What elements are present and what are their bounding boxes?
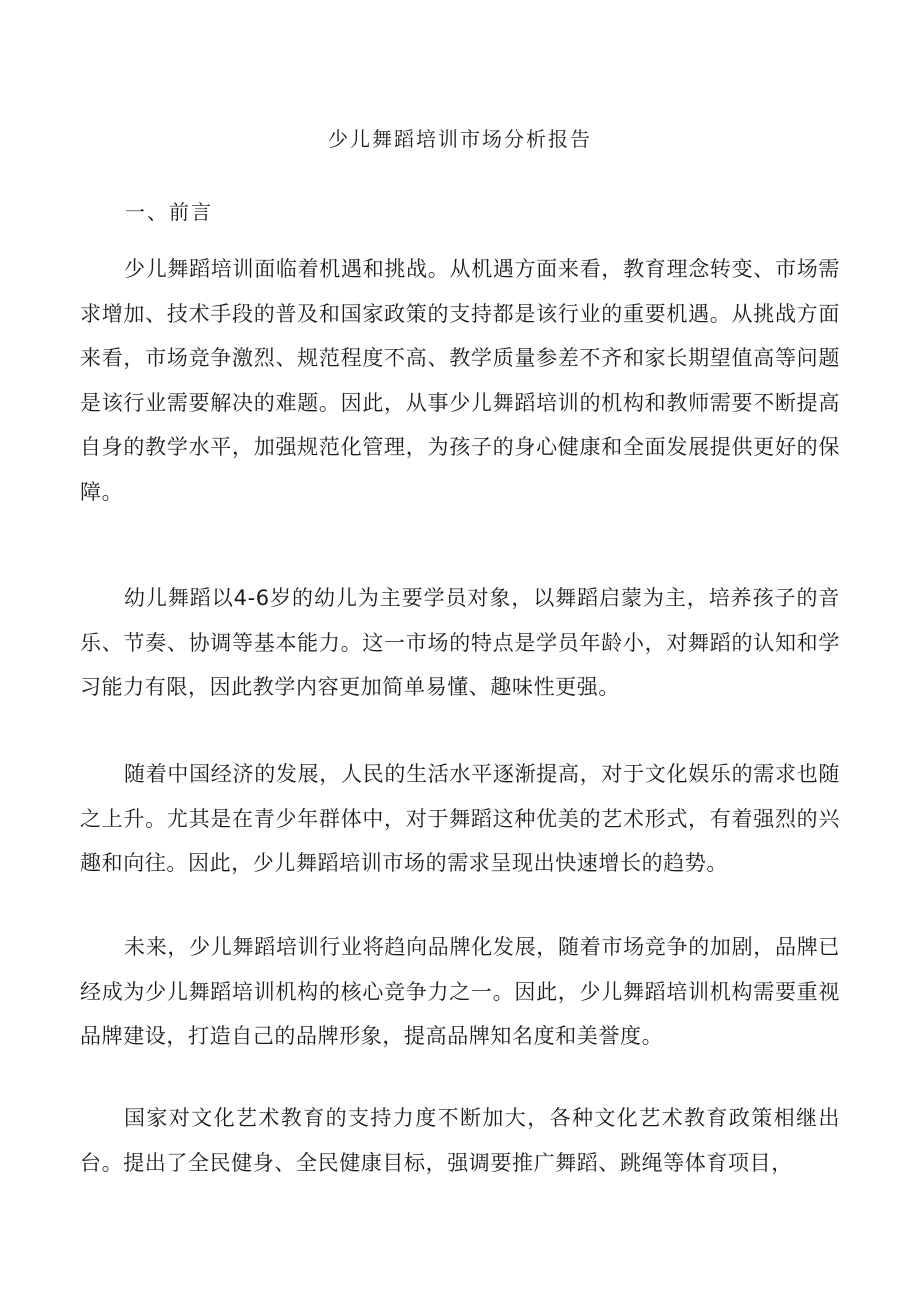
paragraph: 未来，少儿舞蹈培训行业将趋向品牌化发展，随着市场竞争的加剧，品牌已经成为少儿舞蹈培训机构的核心竞争力之一。因此，少儿舞蹈培训机构需要重视品牌建设，打造自己的品牌形象，提高品牌知名度和美誉度。 [80,935,840,1048]
document-title: 少儿舞蹈培训市场分析报告 [328,127,592,151]
paragraph: 随着中国经济的发展，人民的生活水平逐渐提高，对于文化娱乐的需求也随之上升。尤其是在青少年群体中，对于舞蹈这种优美的艺术形式，有着强烈的兴趣和向往。因此，少儿舞蹈培训市场的需求呈现出快速增长的趋势。 [80,762,840,875]
section-heading: 一、前言 [125,200,213,224]
paragraph: 少儿舞蹈培训面临着机遇和挑战。从机遇方面来看，教育理念转变、市场需求增加、技术手段的普及和国家政策的支持都是该行业的重要机遇。从挑战方面来看，市场竞争激烈、规范程度不高、教学质量参差不齐和家长期望值高等问题是该行业需要解决的难题。因此，从事少儿舞蹈培训的机构和教师需要不断提高自身的教学水平，加强规范化管理，为孩子的身心健康和全面发展提供更好的保障。 [80,257,840,504]
paragraph: 幼儿舞蹈以4-6岁的幼儿为主要学员对象，以舞蹈启蒙为主，培养孩子的音乐、节奏、协调等基本能力。这一市场的特点是学员年龄小，对舞蹈的认知和学习能力有限，因此教学内容更加简单易懂、趣味性更强。 [80,586,840,699]
paragraph: 国家对文化艺术教育的支持力度不断加大，各种文化艺术教育政策相继出台。提出了全民健身、全民健康目标，强调要推广舞蹈、跳绳等体育项目， [80,1106,840,1175]
